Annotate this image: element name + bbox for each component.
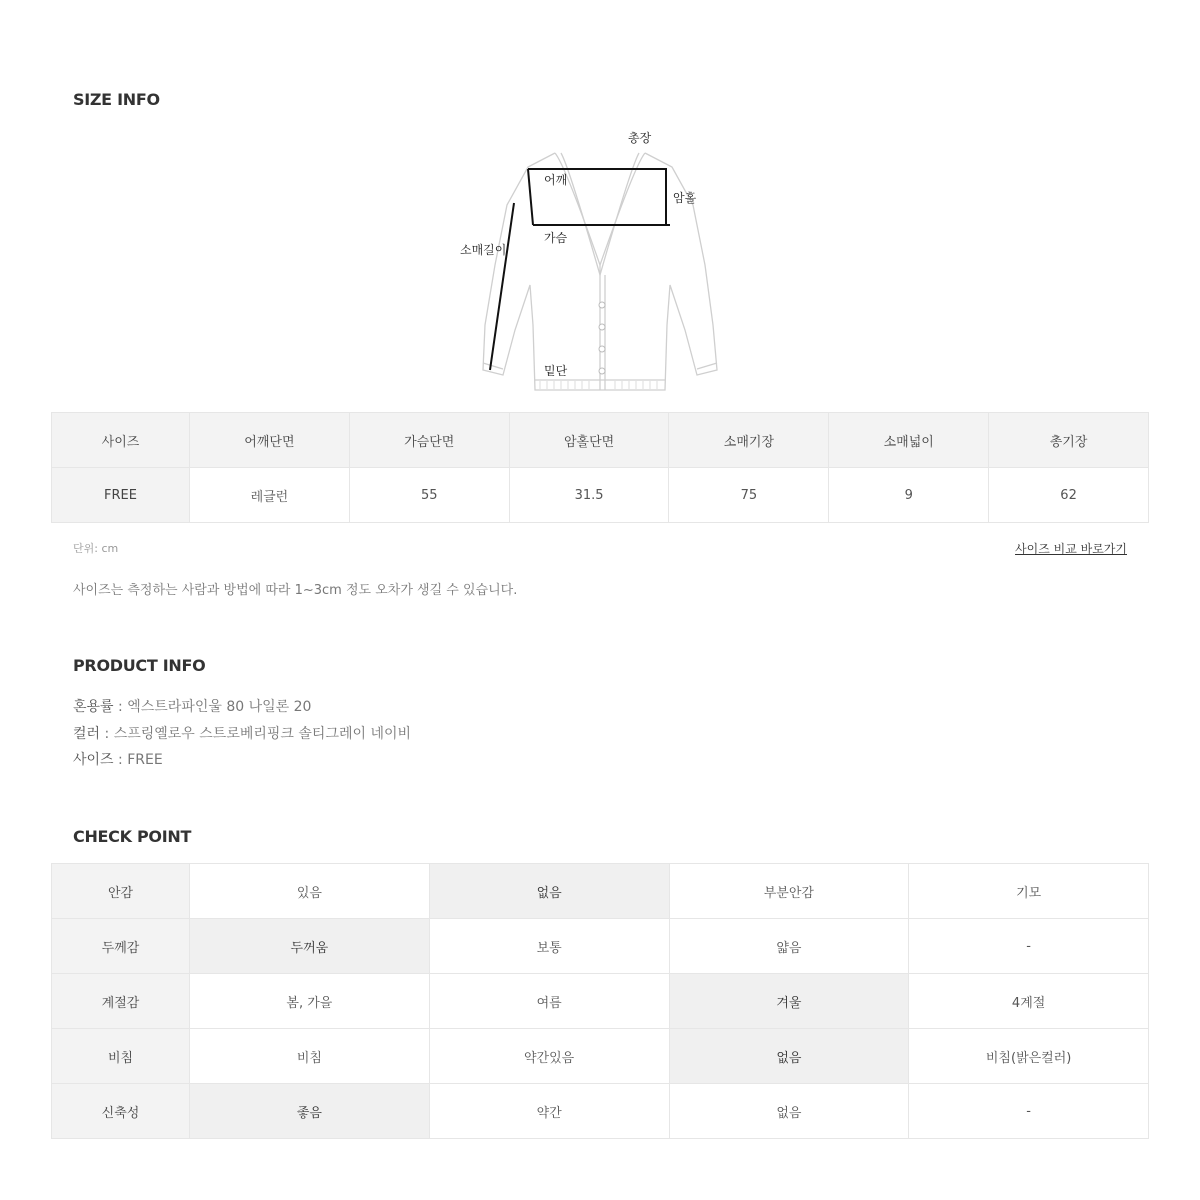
check-point-row — [52, 1029, 1149, 1084]
check-point-option: 있음 — [190, 864, 430, 919]
check-point-row — [52, 1084, 1149, 1139]
check-point-option: 4계절 — [909, 974, 1149, 1029]
size-table-cell: 레글런 — [190, 468, 350, 523]
size-table-header: 소매넓이 — [829, 413, 989, 468]
check-point-option: 비침 — [190, 1029, 430, 1084]
size-table-header: 어깨단면 — [190, 413, 350, 468]
check-point-option-selected: 없음 — [429, 864, 669, 919]
product-info-key: 컬러 — [73, 726, 101, 742]
shoulder-label: 어깨 — [544, 173, 568, 187]
check-point-option-selected: 없음 — [669, 1029, 909, 1084]
check-point-option: 봄, 가을 — [190, 974, 430, 1029]
size-table-cell: FREE — [52, 468, 190, 523]
size-table-header-row — [52, 413, 1149, 468]
size-table-header: 소매기장 — [669, 413, 829, 468]
size-table-header: 가슴단면 — [349, 413, 509, 468]
chest-label: 가슴 — [544, 231, 568, 245]
check-point-option: 보통 — [429, 919, 669, 974]
unit-label: 단위: cm — [73, 542, 119, 555]
size-compare-link[interactable]: 사이즈 비교 바로가기 — [1015, 542, 1127, 556]
check-point-option: 여름 — [429, 974, 669, 1029]
product-info-value: 스프링옐로우 스트로베리핑크 솔티그레이 네이비 — [113, 726, 412, 742]
check-point-label: 신축성 — [52, 1084, 190, 1139]
check-point-title: CHECK POINT — [73, 827, 192, 846]
check-point-option: 비침(밝은컬러) — [909, 1029, 1149, 1084]
check-point-option: 기모 — [909, 864, 1149, 919]
check-point-option-selected: 두꺼움 — [190, 919, 430, 974]
check-point-label: 안감 — [52, 864, 190, 919]
product-info-line: 혼용률 : 엑스트라파인울 80 나일론 20 — [73, 699, 312, 715]
size-table-cell: 55 — [349, 468, 509, 523]
product-info-key: 혼용률 — [73, 699, 114, 715]
size-note: 사이즈는 측정하는 사람과 방법에 따라 1~3cm 정도 오차가 생길 수 있습니다. — [73, 583, 518, 598]
size-table — [51, 412, 1149, 523]
product-info-title: PRODUCT INFO — [73, 656, 206, 675]
cardigan-outline — [483, 153, 717, 390]
check-point-option: 얇음 — [669, 919, 909, 974]
armhole-left — [528, 169, 533, 225]
product-info-line: 컬러 : 스프링옐로우 스트로베리핑크 솔티그레이 네이비 — [73, 726, 412, 742]
cardigan-size-diagram — [455, 125, 725, 410]
check-point-label: 계절감 — [52, 974, 190, 1029]
total-length-label: 총장 — [628, 131, 652, 145]
check-point-option-selected: 겨울 — [669, 974, 909, 1029]
product-info-value: FREE — [127, 752, 163, 768]
check-point-table — [51, 863, 1149, 1139]
size-table-cell: 9 — [829, 468, 989, 523]
product-info-line: 사이즈 : FREE — [73, 752, 163, 768]
size-table-row — [52, 468, 1149, 523]
measurement-lines — [490, 169, 670, 370]
check-point-option: 약간있음 — [429, 1029, 669, 1084]
sleeve-length-label: 소매길이 — [460, 243, 507, 257]
check-point-option: - — [909, 1084, 1149, 1139]
check-point-row — [52, 919, 1149, 974]
check-point-option-selected: 좋음 — [190, 1084, 430, 1139]
product-info-value: 엑스트라파인울 80 나일론 20 — [127, 699, 312, 715]
hem-ribbing — [540, 381, 657, 389]
size-info-title: SIZE INFO — [73, 90, 160, 109]
size-table-cell: 31.5 — [509, 468, 669, 523]
check-point-option: 약간 — [429, 1084, 669, 1139]
check-point-option: 부분안감 — [669, 864, 909, 919]
size-table-cell: 62 — [989, 468, 1149, 523]
size-table-header: 총기장 — [989, 413, 1149, 468]
product-info-key: 사이즈 — [73, 752, 114, 768]
size-table-cell: 75 — [669, 468, 829, 523]
check-point-label: 비침 — [52, 1029, 190, 1084]
armhole-label: 암홀 — [673, 191, 697, 205]
check-point-row — [52, 864, 1149, 919]
size-table-header: 암홀단면 — [509, 413, 669, 468]
check-point-label: 두께감 — [52, 919, 190, 974]
hem-label: 밑단 — [544, 364, 568, 378]
check-point-option: 없음 — [669, 1084, 909, 1139]
check-point-option: - — [909, 919, 1149, 974]
size-table-header: 사이즈 — [52, 413, 190, 468]
check-point-row — [52, 974, 1149, 1029]
